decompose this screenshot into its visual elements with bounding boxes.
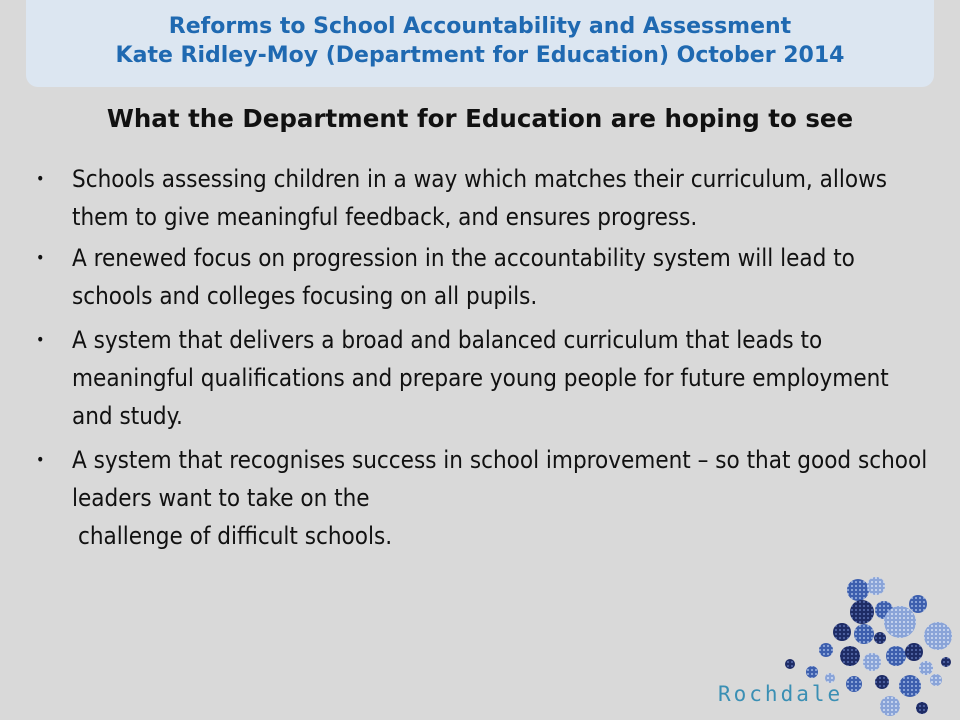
bullet-item bbox=[36, 160, 936, 236]
bullet-icon: • bbox=[36, 330, 45, 349]
bullet-item bbox=[36, 441, 936, 555]
bullet-icon: • bbox=[36, 248, 45, 267]
rochdale-logo-text: Rochdale bbox=[718, 682, 844, 706]
bullet-text: Schools assessing children in a way which matches their curriculum, allows them to give meaningful feedback, and ensures progress. bbox=[72, 165, 887, 231]
bullet-icon: • bbox=[36, 169, 45, 188]
bullet-text: A renewed focus on progression in the accountability system will lead to schools and colleges focusing on all pupils. bbox=[72, 244, 855, 310]
bullet-text-continuation: challenge of difficult schools. bbox=[78, 522, 393, 550]
bullet-text: A system that recognises success in school improvement – so that good school leaders want to take on the bbox=[72, 446, 928, 512]
bullet-text: A system that delivers a broad and balanced curriculum that leads to meaningful qualifications and prepare young people for future employment and study. bbox=[72, 326, 889, 430]
bullet-item bbox=[36, 239, 936, 315]
header-title: Reforms to School Accountability and Assessment bbox=[168, 14, 792, 39]
header-subtitle: Kate Ridley-Moy (Department for Education) October 2014 bbox=[115, 43, 845, 68]
bullet-item bbox=[36, 321, 936, 435]
slide-title: What the Department for Education are hoping to see bbox=[106, 104, 854, 133]
header-banner bbox=[26, 0, 934, 87]
bullet-list bbox=[36, 160, 936, 555]
bullet-icon: • bbox=[36, 450, 45, 469]
